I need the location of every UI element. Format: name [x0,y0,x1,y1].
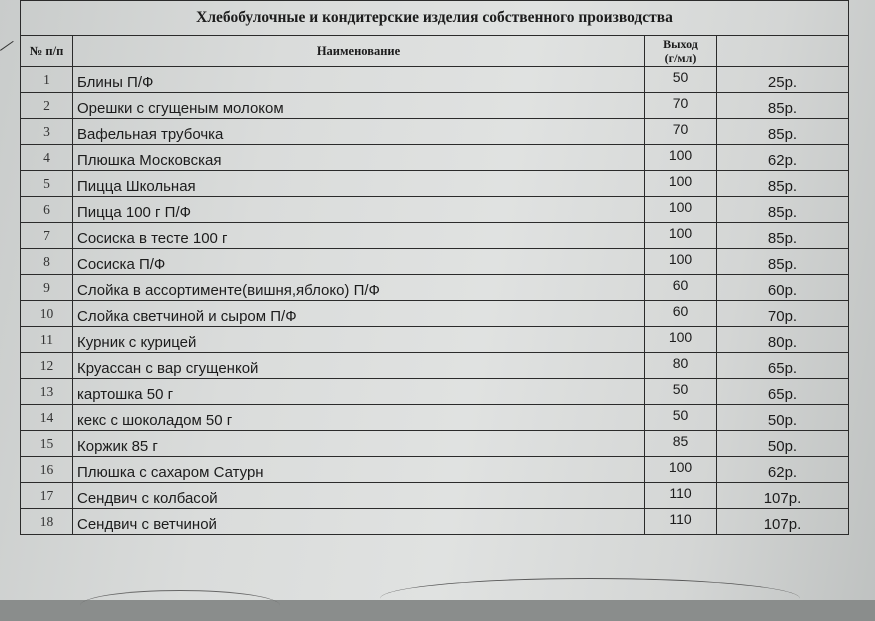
table-row [21,119,849,145]
header-name: Наименование [73,36,645,67]
row-number: 4 [21,145,73,171]
item-name: Пицца Школьная [73,171,645,197]
row-number: 9 [21,275,73,301]
item-price: 107р. [717,483,849,509]
item-price: 50р. [717,431,849,457]
table-row [21,249,849,275]
row-number: 18 [21,509,73,535]
item-name: кекс с шоколадом 50 г [73,405,645,431]
item-yield: 100 [645,223,717,249]
item-yield: 60 [645,301,717,327]
item-yield: 100 [645,171,717,197]
header-price [717,36,849,67]
row-number: 13 [21,379,73,405]
item-price: 80р. [717,327,849,353]
item-name: Сосиска П/Ф [73,249,645,275]
item-yield: 70 [645,93,717,119]
paper-edge [80,590,280,621]
row-number: 3 [21,119,73,145]
item-name: картошка 50 г [73,379,645,405]
header-yield-line2: (г/мл) [664,51,697,65]
table-row [21,431,849,457]
item-name: Вафельная трубочка [73,119,645,145]
item-price: 62р. [717,145,849,171]
item-yield: 80 [645,353,717,379]
row-number: 16 [21,457,73,483]
item-yield: 70 [645,119,717,145]
item-yield: 100 [645,327,717,353]
row-number: 6 [21,197,73,223]
item-name: Слойка светчиной и сыром П/Ф [73,301,645,327]
table-row [21,171,849,197]
table-row [21,93,849,119]
table-row [21,483,849,509]
table-row [21,223,849,249]
item-price: 62р. [717,457,849,483]
item-price: 85р. [717,171,849,197]
header-yield-line1: Выход [663,37,698,51]
item-name: Коржик 85 г [73,431,645,457]
table-body [21,67,849,535]
row-number: 11 [21,327,73,353]
item-yield: 100 [645,457,717,483]
row-number: 5 [21,171,73,197]
row-number: 14 [21,405,73,431]
item-price: 85р. [717,93,849,119]
item-yield: 50 [645,405,717,431]
table-row [21,379,849,405]
item-price: 85р. [717,249,849,275]
row-number: 7 [21,223,73,249]
item-yield: 50 [645,379,717,405]
menu-table [20,0,849,535]
item-yield: 110 [645,483,717,509]
row-number: 17 [21,483,73,509]
item-price: 65р. [717,353,849,379]
item-price: 85р. [717,119,849,145]
item-price: 70р. [717,301,849,327]
item-price: 60р. [717,275,849,301]
item-price: 50р. [717,405,849,431]
header-yield [645,36,717,67]
item-name: Блины П/Ф [73,67,645,93]
table-row [21,301,849,327]
item-name: Сосиска в тесте 100 г [73,223,645,249]
row-number: 1 [21,67,73,93]
item-price: 85р. [717,223,849,249]
item-price: 65р. [717,379,849,405]
item-name: Орешки с сгущеным молоком [73,93,645,119]
table-row [21,457,849,483]
item-name: Пицца 100 г П/Ф [73,197,645,223]
header-num: № п/п [21,36,73,67]
table-row [21,67,849,93]
item-name: Плюшка с сахаром Сатурн [73,457,645,483]
item-name: Сендвич с колбасой [73,483,645,509]
table-row [21,353,849,379]
item-price: 85р. [717,197,849,223]
item-price: 107р. [717,509,849,535]
item-yield: 100 [645,249,717,275]
header-row [21,36,849,67]
item-name: Круассан с вар сгущенкой [73,353,645,379]
table-row [21,509,849,535]
item-yield: 100 [645,145,717,171]
item-name: Слойка в ассортименте(вишня,яблоко) П/Ф [73,275,645,301]
item-yield: 60 [645,275,717,301]
table-title-row [21,1,849,36]
item-yield: 85 [645,431,717,457]
row-number: 15 [21,431,73,457]
item-name: Курник с курицей [73,327,645,353]
item-name: Сендвич с ветчиной [73,509,645,535]
row-number: 2 [21,93,73,119]
item-name: Плюшка Московская [73,145,645,171]
paper-edge [380,578,800,619]
item-yield: 110 [645,509,717,535]
item-price: 25р. [717,67,849,93]
row-number: 12 [21,353,73,379]
table-row [21,327,849,353]
table-row [21,405,849,431]
item-yield: 50 [645,67,717,93]
table-row [21,197,849,223]
row-number: 10 [21,301,73,327]
table-row [21,275,849,301]
table-row [21,145,849,171]
table-title: Хлебобулочные и кондитерские изделия собственного производства [21,1,849,36]
item-yield: 100 [645,197,717,223]
row-number: 8 [21,249,73,275]
